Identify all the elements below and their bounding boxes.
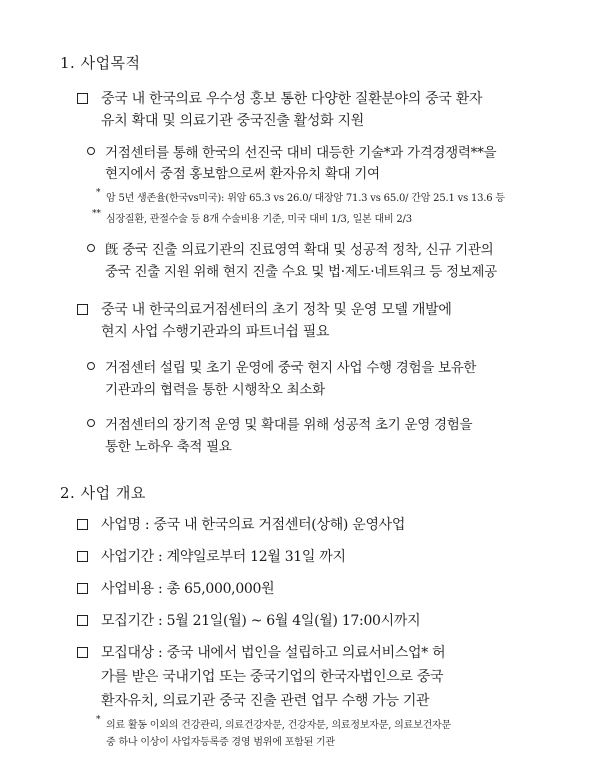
paragraph-line: 통한 노하우 축적 필요 — [105, 439, 232, 455]
checkbox-square — [77, 615, 88, 626]
paragraph-line: 중국 진출 지원 위해 현지 진출 수요 및 법·제도·네트워크 등 정보제공 — [105, 264, 497, 280]
overview-item-recruit-period: 모집기간 : 5월 21일(월) ~ 6월 4일(월) 17:00시까지 — [101, 613, 421, 629]
footnote-marker: * — [96, 188, 101, 198]
paragraph-line: 유치 확대 및 의료기관 중국진출 활성화 지원 — [101, 113, 364, 129]
footnote-line: 암 5년 생존율(한국vs미국): 위암 65.3 vs 26.0/ 대장암 71.3 vs 65.0/ 간암 25.1 vs 13.6 등 — [106, 193, 505, 204]
checkbox-square — [77, 647, 88, 658]
overview-item-cost: 사업비용 : 총 65,000,000원 — [101, 581, 275, 597]
footnote-marker: * — [96, 715, 101, 725]
footnote-marker: ** — [92, 209, 101, 219]
checkbox-square — [77, 583, 88, 594]
overview-item-period: 사업기간 : 계약일로부터 12월 31일 까지 — [101, 549, 346, 565]
paragraph-line: 거점센터 설립 및 초기 운영에 중국 현지 사업 수행 경험을 보유한 — [105, 360, 477, 376]
circle-bullet — [87, 244, 95, 252]
circle-bullet — [87, 362, 95, 370]
paragraph-line: 현지에서 중점 홍보함으로써 환자유치 확대 기여 — [105, 166, 380, 182]
footnote-line: 중 하나 이상이 사업자등록증 경영 범위에 포함된 기관 — [106, 737, 335, 748]
circle-bullet — [87, 419, 95, 427]
checkbox-square — [77, 551, 88, 562]
footnote-line: 심장질환, 관절수술 등 8개 수술비용 기준, 미국 대비 1/3, 일본 대비 2/3 — [106, 214, 412, 225]
checkbox-square — [77, 304, 88, 315]
section-heading-overview: 2. 사업 개요 — [60, 484, 146, 502]
paragraph-line: 거점센터를 통해 한국의 선진국 대비 대등한 기술*과 가격경쟁력**을 — [105, 145, 497, 161]
paragraph-line: 기관과의 협력을 통한 시행착오 최소화 — [105, 382, 325, 398]
paragraph-line: 旣 중국 진출 의료기관의 진료영역 확대 및 성공적 정착, 신규 기관의 — [105, 242, 494, 258]
paragraph-line: 거점센터의 장기적 운영 및 확대를 위해 성공적 초기 운영 경험을 — [105, 417, 473, 433]
circle-bullet — [87, 147, 95, 155]
section-heading-purpose: 1. 사업목적 — [60, 54, 141, 72]
overview-item-target: 모집대상 : 중국 내에서 법인을 설립하고 의료서비스업* 허 — [101, 645, 446, 661]
footnote-line: 의료 활동 이외의 건강관리, 의료건강자문, 건강자문, 의료정보자문, 의료보건자문 — [106, 720, 451, 731]
paragraph-line: 현지 사업 수행기관과의 파트너쉽 필요 — [101, 324, 330, 340]
overview-item-target: 환자유치, 의료기관 중국 진출 관련 업무 수행 가능 기관 — [101, 693, 430, 709]
checkbox-square — [77, 519, 88, 530]
overview-item-target: 가를 받은 국내기업 또는 중국기업의 한국자법인으로 중국 — [101, 669, 444, 685]
overview-item-name: 사업명 : 중국 내 한국의료 거점센터(상해) 운영사업 — [101, 517, 406, 533]
paragraph-line: 중국 내 한국의료거점센터의 초기 정착 및 운영 모델 개발에 — [101, 302, 452, 318]
paragraph-line: 중국 내 한국의료 우수성 홍보 통한 다양한 질환분야의 중국 환자 — [101, 91, 483, 107]
checkbox-square — [77, 93, 88, 104]
